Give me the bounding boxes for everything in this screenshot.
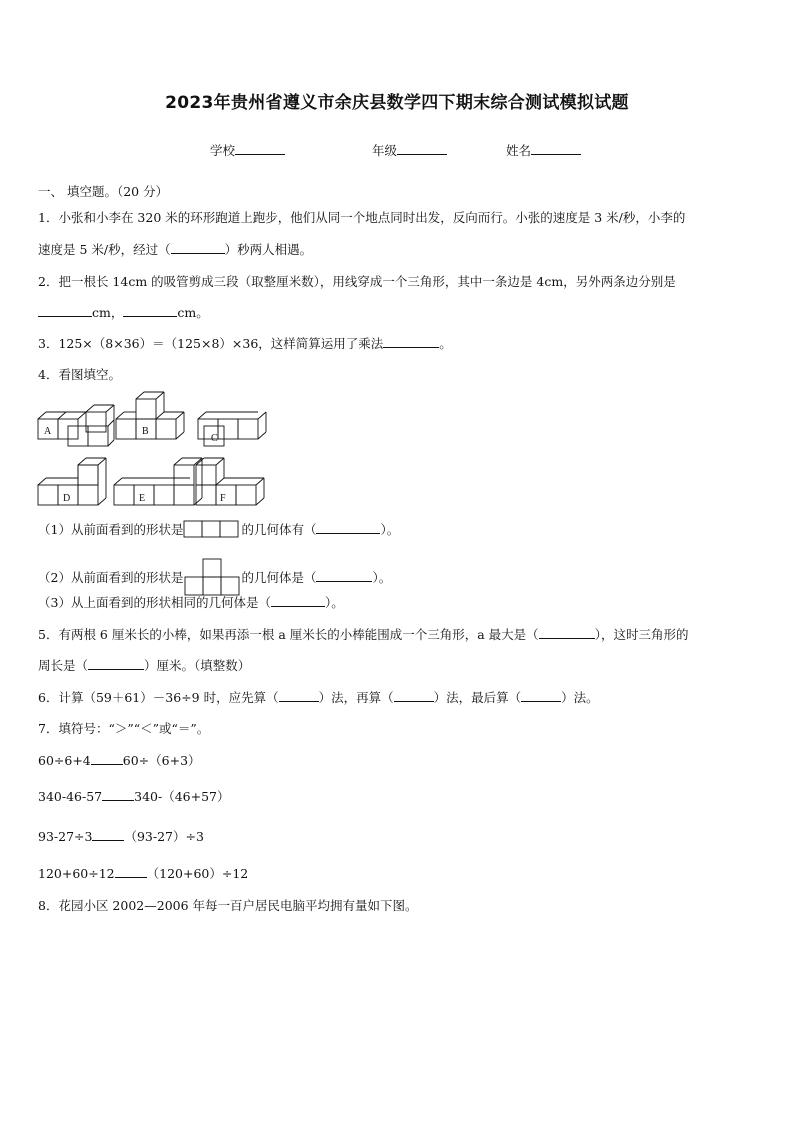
q4-sub3-text-a: （3）从上面看到的形状相同的几何体是（ bbox=[38, 595, 271, 610]
grade-blank[interactable] bbox=[397, 142, 447, 155]
figure-label-c: C bbox=[211, 433, 218, 444]
q4-cube-figures bbox=[30, 385, 280, 515]
grade-field bbox=[372, 141, 447, 159]
q6-text-c: ）法，最后算（ bbox=[433, 690, 522, 705]
q2-blank-2[interactable] bbox=[123, 304, 177, 317]
school-blank[interactable] bbox=[235, 142, 285, 155]
q4-sub2-blank[interactable] bbox=[316, 569, 372, 582]
name-blank[interactable] bbox=[531, 142, 581, 155]
q4-sub1-text-a: （1）从前面看到的形状是 bbox=[38, 522, 184, 537]
q4-sub2 bbox=[38, 558, 391, 596]
school-label: 学校 bbox=[210, 143, 236, 158]
grade-label: 年级 bbox=[372, 143, 398, 158]
q5-line1 bbox=[38, 625, 688, 643]
q7-item-3 bbox=[38, 827, 204, 845]
q7-item-2-blank[interactable] bbox=[102, 788, 134, 801]
figure-label-f: F bbox=[220, 493, 226, 504]
q2-line2 bbox=[38, 303, 209, 321]
q4-sub1 bbox=[38, 520, 399, 538]
three-squares-row-icon bbox=[183, 520, 241, 538]
q2-text-a: cm， bbox=[92, 305, 124, 320]
q1-text-b: ）秒两人相遇。 bbox=[224, 242, 313, 257]
q5-text-a: 5．有两根 6 厘米长的小棒，如果再添一根 a 厘米长的小棒能围成一个三角形，a 最大是（ bbox=[38, 627, 539, 642]
q2-blank-1[interactable] bbox=[38, 304, 92, 317]
q8-prompt: 8．花园小区 2002—2006 年每一百户居民电脑平均拥有量如下图。 bbox=[38, 898, 418, 913]
figure-f bbox=[196, 458, 264, 505]
q4-prompt: 4．看图填空。 bbox=[38, 367, 121, 382]
q3-text: 3．125×（8×36）＝（125×8）×36，这样简算运用了乘法 bbox=[38, 336, 384, 351]
q7-item-1-blank[interactable] bbox=[91, 752, 123, 765]
q7-item-1-right: 60÷（6+3） bbox=[122, 753, 201, 768]
q4-sub3-blank[interactable] bbox=[271, 594, 325, 607]
q2-text-b: cm。 bbox=[177, 305, 209, 320]
q1-line2 bbox=[38, 240, 312, 258]
q4-sub2-text-b: 的几何体是（ bbox=[241, 570, 317, 585]
q7-item-2-left: 340-46-57 bbox=[38, 789, 103, 804]
q7-item-4 bbox=[38, 864, 248, 882]
q5-line2 bbox=[38, 656, 250, 674]
q4-sub1-text-c: ）。 bbox=[380, 522, 400, 537]
figure-label-d: D bbox=[63, 493, 71, 504]
q5-text-b: ），这时三角形的 bbox=[594, 627, 689, 642]
figure-label-b: B bbox=[142, 426, 149, 437]
q4-sub1-text-b: 的几何体有（ bbox=[241, 522, 317, 537]
q3-answer-blank[interactable] bbox=[383, 335, 439, 348]
q6-text-a: 6．计算（59＋61）－36÷9 时，应先算（ bbox=[38, 690, 279, 705]
q7-item-1-left: 60÷6+4 bbox=[38, 753, 91, 768]
figure-label-e: E bbox=[139, 493, 146, 504]
q6-text-d: ）法。 bbox=[561, 690, 599, 705]
q4-sub3-text-b: ）。 bbox=[324, 595, 344, 610]
section-heading: 一、 填空题。（20 分） bbox=[38, 184, 169, 199]
q5-text-d: ）厘米。（填整数） bbox=[144, 658, 251, 673]
q6-blank-2[interactable] bbox=[394, 689, 434, 702]
q7-item-3-left: 93-27÷3 bbox=[38, 829, 93, 844]
school-field bbox=[210, 141, 285, 159]
q7-item-3-blank[interactable] bbox=[92, 828, 124, 841]
q3-line bbox=[38, 334, 452, 352]
q4-sub2-text-c: ）。 bbox=[372, 570, 392, 585]
q7-item-3-right: （93-27）÷3 bbox=[124, 829, 204, 844]
q7-item-2 bbox=[38, 787, 230, 805]
figure-c bbox=[198, 412, 266, 446]
q1-answer-blank[interactable] bbox=[171, 241, 225, 254]
q5-text-c: 周长是（ bbox=[38, 658, 89, 673]
q4-sub3 bbox=[38, 593, 344, 611]
q7-item-1 bbox=[38, 751, 201, 769]
q4-sub1-blank[interactable] bbox=[316, 521, 380, 534]
q6-text-b: ）法，再算（ bbox=[318, 690, 394, 705]
q1-line1: 1．小张和小李在 320 米的环形跑道上跑步，他们从同一个地点同时出发，反向而行。小张的速度是 3 米/秒，小李的 bbox=[38, 210, 686, 225]
name-label: 姓名 bbox=[506, 143, 532, 158]
q1-text-a: 速度是 5 米/秒，经过（ bbox=[38, 242, 171, 257]
t-shape-squares-icon bbox=[183, 558, 241, 596]
name-field bbox=[506, 141, 581, 159]
q6-line bbox=[38, 688, 599, 706]
q7-prompt: 7．填符号：“＞”“＜”或“＝”。 bbox=[38, 721, 210, 736]
q3-end: 。 bbox=[439, 336, 452, 351]
q7-item-4-blank[interactable] bbox=[115, 865, 147, 878]
q2-line1: 2．把一根长 14cm 的吸管剪成三段（取整厘米数），用线穿成一个三角形，其中一条边是 4cm，另外两条边分别是 bbox=[38, 274, 676, 289]
q5-blank-2[interactable] bbox=[88, 657, 144, 670]
q5-blank-1[interactable] bbox=[539, 626, 595, 639]
q6-blank-3[interactable] bbox=[521, 689, 561, 702]
q7-item-4-left: 120+60÷12 bbox=[38, 866, 115, 881]
figure-b bbox=[116, 392, 184, 439]
figure-e bbox=[114, 458, 202, 505]
q6-blank-1[interactable] bbox=[279, 689, 319, 702]
q4-sub2-text-a: （2）从前面看到的形状是 bbox=[38, 570, 184, 585]
q7-item-2-right: 340-（46+57） bbox=[134, 789, 230, 804]
q7-item-4-right: （120+60）÷12 bbox=[146, 866, 249, 881]
figure-d bbox=[38, 458, 106, 505]
page-title: 2023年贵州省遵义市余庆县数学四下期末综合测试模拟试题 bbox=[165, 93, 629, 113]
figure-label-a: A bbox=[44, 426, 52, 437]
